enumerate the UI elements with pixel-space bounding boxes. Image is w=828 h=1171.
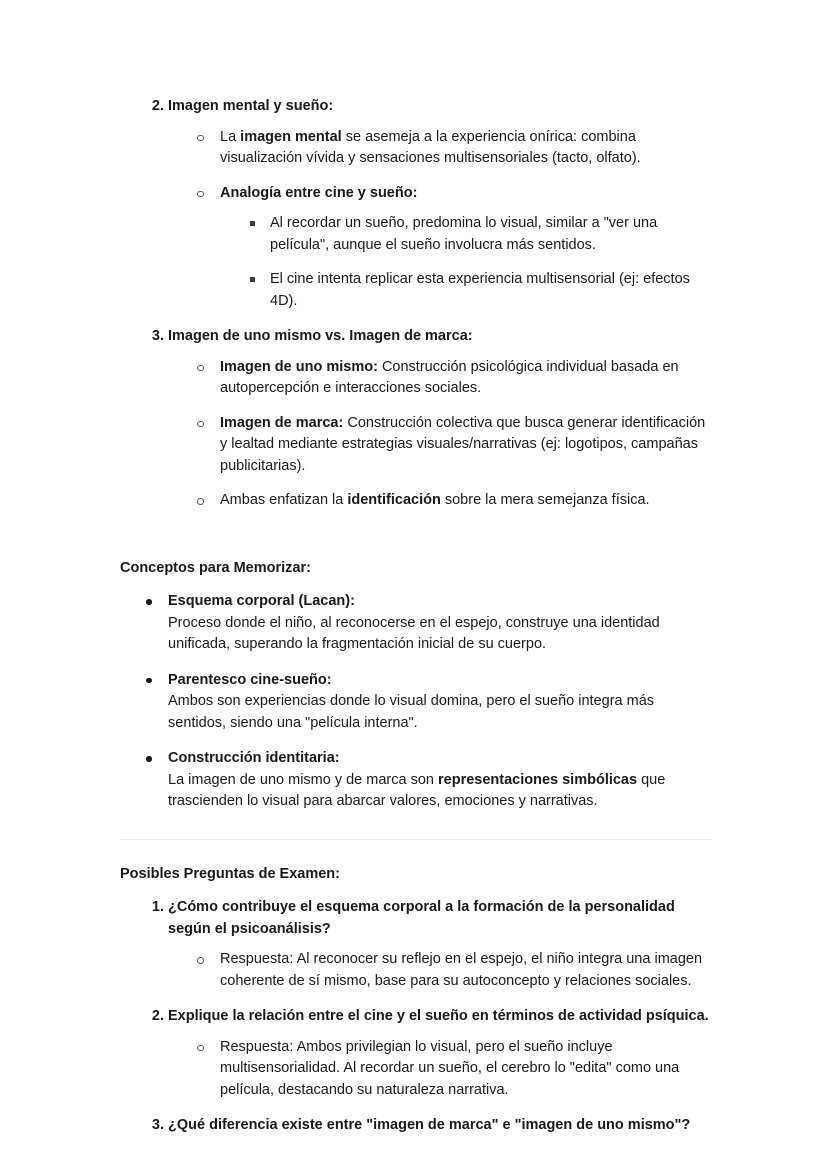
answer-text: Respuesta: Al reconocer su reflejo en el espejo, el niño integra una imagen coherente de sí mismo, base para su autoconcepto y relaciones sociales. bbox=[220, 951, 703, 989]
question-text: ¿Cómo contribuye el esquema corporal a la formación de la personalidad según el psicoanálisis? bbox=[168, 899, 675, 937]
list-item bbox=[220, 269, 712, 312]
answer-list bbox=[168, 1037, 712, 1102]
outline-subsublist bbox=[220, 213, 712, 312]
text-segment: La bbox=[220, 128, 241, 145]
concept-title: Parentesco cine-sueño: bbox=[168, 671, 332, 688]
circle-bullet-icon bbox=[197, 957, 204, 964]
text-segment: que trascienden lo visual para abarcar valores, emociones y narrativas. bbox=[168, 771, 666, 809]
list-item-text bbox=[220, 129, 641, 167]
list-item bbox=[120, 748, 712, 813]
list-item bbox=[168, 1037, 712, 1102]
outline-item-2 bbox=[120, 96, 712, 312]
list-item bbox=[168, 490, 712, 512]
circle-bullet-icon bbox=[197, 421, 204, 428]
list-item-text bbox=[220, 359, 679, 397]
list-item-text bbox=[220, 492, 650, 508]
text-segment: La imagen de uno mismo y de marca son bbox=[168, 771, 438, 788]
emphasis-text: representaciones simbólicas bbox=[438, 771, 638, 788]
emphasis-text: identificación bbox=[347, 492, 441, 508]
square-bullet-icon bbox=[250, 221, 255, 226]
outline-sublist bbox=[168, 357, 712, 512]
dot-bullet-icon bbox=[146, 756, 152, 762]
text-segment: Construcción psicológica individual basada en autopercepción e interacciones sociales. bbox=[220, 358, 679, 396]
question-text: Explique la relación entre el cine y el sueño en términos de actividad psíquica. bbox=[168, 1008, 709, 1024]
circle-bullet-icon bbox=[197, 365, 204, 372]
emphasis-text: imagen mental bbox=[240, 128, 342, 145]
circle-bullet-icon bbox=[197, 498, 204, 505]
document-body bbox=[120, 96, 712, 1137]
list-item bbox=[120, 670, 712, 735]
emphasis-text: Imagen de uno mismo: bbox=[220, 358, 378, 375]
circle-bullet-icon bbox=[197, 135, 204, 142]
exam-question-3 bbox=[120, 1115, 712, 1137]
square-bullet-icon bbox=[250, 277, 255, 282]
list-item bbox=[220, 213, 712, 256]
section-spacer bbox=[120, 840, 712, 864]
text-segment: Construcción colectiva que busca generar identificación y lealtad mediante estrategias visuales/narrativas (ej: logotipos, campañas publicitarias). bbox=[220, 414, 706, 474]
outline-item-title: Imagen mental y sueño: bbox=[168, 98, 334, 114]
list-item bbox=[168, 357, 712, 400]
list-item-text: Al recordar un sueño, predomina lo visual, similar a "ver una película", aunque el sueño involucra más sentidos. bbox=[270, 215, 658, 253]
outline-item-title: Imagen de uno mismo vs. Imagen de marca: bbox=[168, 328, 473, 344]
list-item bbox=[168, 127, 712, 170]
list-item-text: El cine intenta replicar esta experiencia multisensorial (ej: efectos 4D). bbox=[270, 271, 690, 309]
concept-title: Construcción identitaria: bbox=[168, 750, 340, 766]
exam-questions-list bbox=[120, 897, 712, 1137]
text-segment: Ambas enfatizan la bbox=[220, 492, 348, 508]
circle-bullet-icon bbox=[197, 1045, 204, 1052]
text-segment: se asemeja a la experiencia onírica: combina visualización vívida y sensaciones multisensoriales (tacto, olfato). bbox=[220, 128, 641, 166]
section-spacer bbox=[120, 813, 712, 839]
list-item bbox=[168, 949, 712, 992]
list-number-marker: 2. bbox=[151, 1008, 164, 1024]
exam-question-1 bbox=[120, 897, 712, 992]
outline-item-3 bbox=[120, 326, 712, 512]
list-number-marker: 1. bbox=[151, 899, 164, 915]
list-item-heading: Analogía entre cine y sueño: bbox=[220, 184, 418, 201]
exam-question-2 bbox=[120, 1006, 712, 1101]
list-number-marker: 3. bbox=[151, 1117, 164, 1133]
section-spacer bbox=[120, 523, 712, 558]
emphasis-text: Imagen de marca: bbox=[220, 414, 344, 431]
question-text: ¿Qué diferencia existe entre "imagen de marca" e "imagen de uno mismo"? bbox=[168, 1117, 691, 1133]
list-item-text bbox=[220, 415, 705, 474]
list-item bbox=[120, 591, 712, 656]
concepts-list bbox=[120, 591, 712, 813]
outline-sublist bbox=[168, 127, 712, 313]
circle-bullet-icon bbox=[197, 191, 204, 198]
concept-description: Ambos son experiencias donde lo visual domina, pero el sueño integra más sentidos, siendo una "película interna". bbox=[168, 693, 655, 731]
concept-description: Proceso donde el niño, al reconocerse en el espejo, construye una identidad unificada, superando la fragmentación inicial de su cuerpo. bbox=[168, 614, 660, 652]
dot-bullet-icon bbox=[146, 678, 152, 684]
list-number-marker: 2. bbox=[151, 98, 164, 114]
answer-list bbox=[168, 949, 712, 992]
list-number-marker: 3. bbox=[151, 328, 164, 344]
outline-list bbox=[120, 96, 712, 512]
concept-description bbox=[168, 770, 712, 813]
text-segment: sobre la mera semejanza física. bbox=[440, 492, 650, 508]
answer-text: Respuesta: Ambos privilegian lo visual, pero el sueño incluye multisensorialidad. Al recordar un sueño, el cerebro lo "edita" como una película, destacando su naturaleza narrativa. bbox=[220, 1038, 680, 1098]
concepts-heading: Conceptos para Memorizar: bbox=[120, 559, 311, 576]
concept-title: Esquema corporal (Lacan): bbox=[168, 593, 355, 609]
dot-bullet-icon bbox=[146, 599, 152, 605]
exam-heading: Posibles Preguntas de Examen: bbox=[120, 865, 340, 882]
list-item bbox=[168, 413, 712, 478]
list-item bbox=[168, 183, 712, 313]
